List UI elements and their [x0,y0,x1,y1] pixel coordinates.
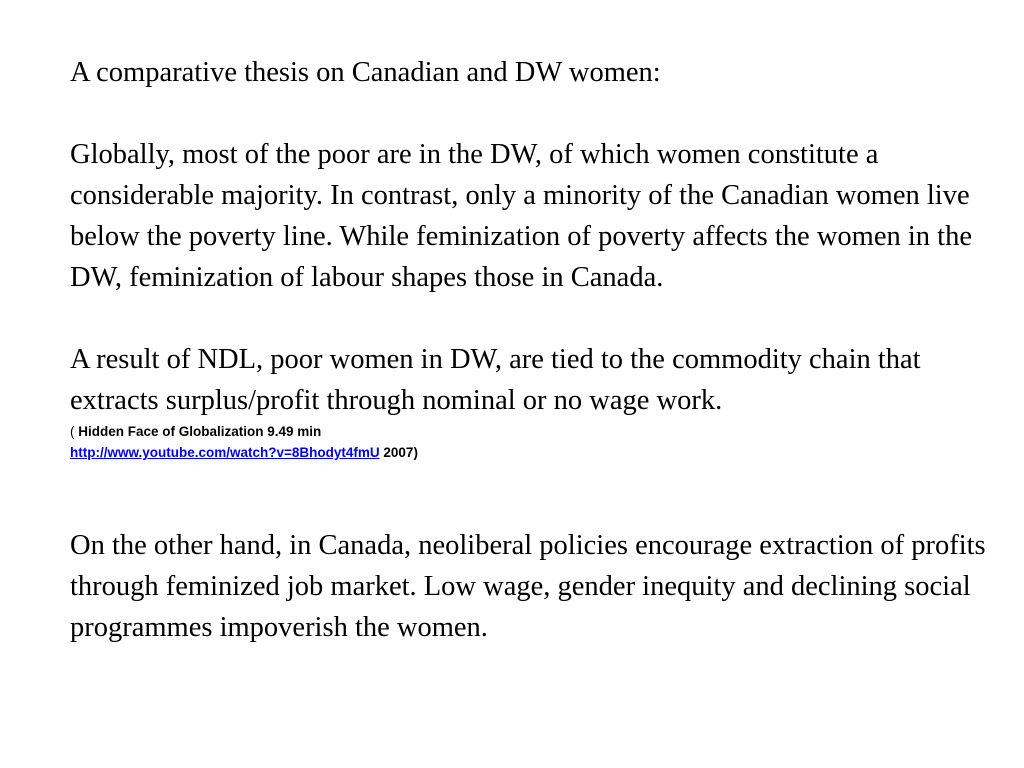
citation-open-paren: ( [70,424,79,439]
spacer [70,298,1010,339]
paragraph-global-poverty: Globally, most of the poor are in the DW, of which women constitute a considerable majority. In contrast, only a minority of the Canadian women live below the poverty line. While feminization of poverty affects the women in the DW, feminization of labour shapes those in Canada. [70,139,972,293]
youtube-link[interactable]: http://www.youtube.com/watch?v=8Bhodyt4fmU [70,445,380,460]
slide-content [70,52,1010,648]
citation-title: Hidden Face of Globalization 9.49 min [78,424,322,439]
video-citation [70,421,1010,463]
paragraph-ndl: A result of NDL, poor women in DW, are tied to the commodity chain that extracts surplus/profit through nominal or no wage work. [70,344,921,416]
citation-year: 2007) [379,445,418,460]
spacer [70,93,1010,134]
slide-heading: A comparative thesis on Canadian and DW women: [70,57,661,88]
citation-title-line [70,421,1010,442]
citation-link-line [70,442,1010,463]
spacer [70,463,1010,525]
paragraph-canada: On the other hand, in Canada, neoliberal policies encourage extraction of profits through feminized job market. Low wage, gender inequity and declining social programmes impoverish the women. [70,530,986,643]
